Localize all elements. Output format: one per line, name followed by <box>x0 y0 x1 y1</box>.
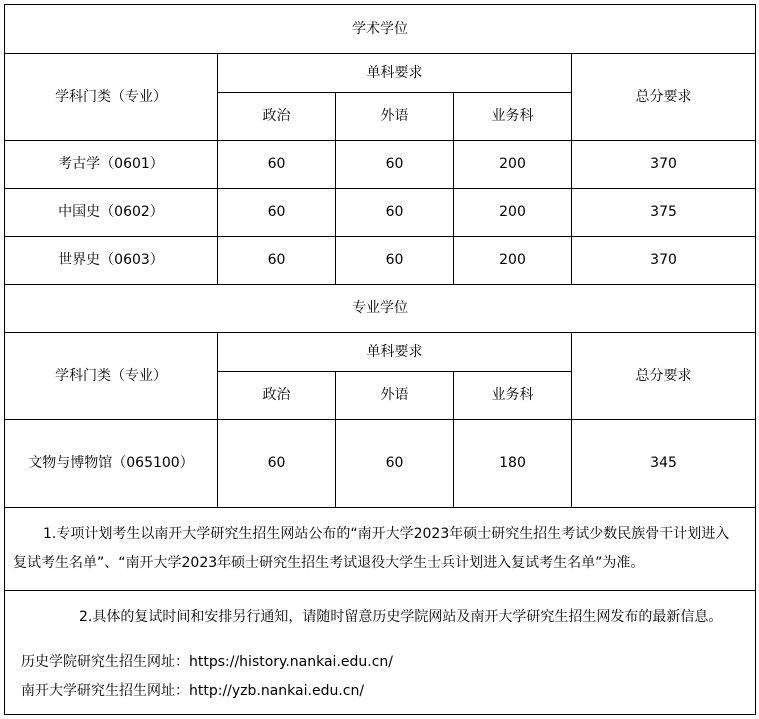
table-row <box>5 237 756 285</box>
cell-politics: 60 <box>218 189 336 237</box>
header-total: 总分要求 <box>572 333 756 420</box>
cell-politics: 60 <box>218 420 336 508</box>
score-requirements-table <box>4 4 756 715</box>
cell-major: 200 <box>454 189 572 237</box>
cell-subject: 文物与博物馆（065100） <box>5 420 218 508</box>
header-politics: 政治 <box>218 93 336 141</box>
note-2 <box>5 591 756 715</box>
table-row <box>5 189 756 237</box>
header-subject: 学科门类（专业） <box>5 54 218 141</box>
header-politics: 政治 <box>218 372 336 420</box>
cell-subject: 世界史（0603） <box>5 237 218 285</box>
header-subject: 学科门类（专业） <box>5 333 218 420</box>
header-foreign: 外语 <box>336 372 454 420</box>
cell-total: 370 <box>572 237 756 285</box>
section-title-professional: 专业学位 <box>5 285 756 333</box>
cell-total: 345 <box>572 420 756 508</box>
cell-total: 375 <box>572 189 756 237</box>
header-single-subject: 单科要求 <box>218 333 572 372</box>
cell-foreign: 60 <box>336 141 454 189</box>
cell-subject: 中国史（0602） <box>5 189 218 237</box>
cell-politics: 60 <box>218 237 336 285</box>
header-major: 业务科 <box>454 372 572 420</box>
table-row <box>5 141 756 189</box>
cell-foreign: 60 <box>336 237 454 285</box>
cell-subject: 考古学（0601） <box>5 141 218 189</box>
note-1-text: 1.专项计划考生以南开大学研究生招生网站公布的“南开大学2023年硕士研究生招生考试少数民族骨干计划进入复试考生名单”、“南开大学2023年硕士研究生招生考试退役大学生士兵计划进入复试考生名单”为准。 <box>13 526 730 571</box>
cell-major: 180 <box>454 420 572 508</box>
cell-major: 200 <box>454 141 572 189</box>
note-1 <box>5 508 756 591</box>
cell-foreign: 60 <box>336 420 454 508</box>
history-site-line: 历史学院研究生招生网址：https://history.nankai.edu.cn/ <box>21 654 394 671</box>
cell-total: 370 <box>572 141 756 189</box>
note-2-text: 2.具体的复试时间和安排另行通知，请随时留意历史学院网站及南开大学研究生招生网发布的最新信息。 <box>79 609 723 626</box>
header-major: 业务科 <box>454 93 572 141</box>
header-single-subject: 单科要求 <box>218 54 572 93</box>
nankai-site-line: 南开大学研究生招生网址：http://yzb.nankai.edu.cn/ <box>21 682 365 699</box>
section-title-academic: 学术学位 <box>5 5 756 54</box>
cell-major: 200 <box>454 237 572 285</box>
header-foreign: 外语 <box>336 93 454 141</box>
table-row <box>5 420 756 508</box>
cell-foreign: 60 <box>336 189 454 237</box>
header-total: 总分要求 <box>572 54 756 141</box>
cell-politics: 60 <box>218 141 336 189</box>
